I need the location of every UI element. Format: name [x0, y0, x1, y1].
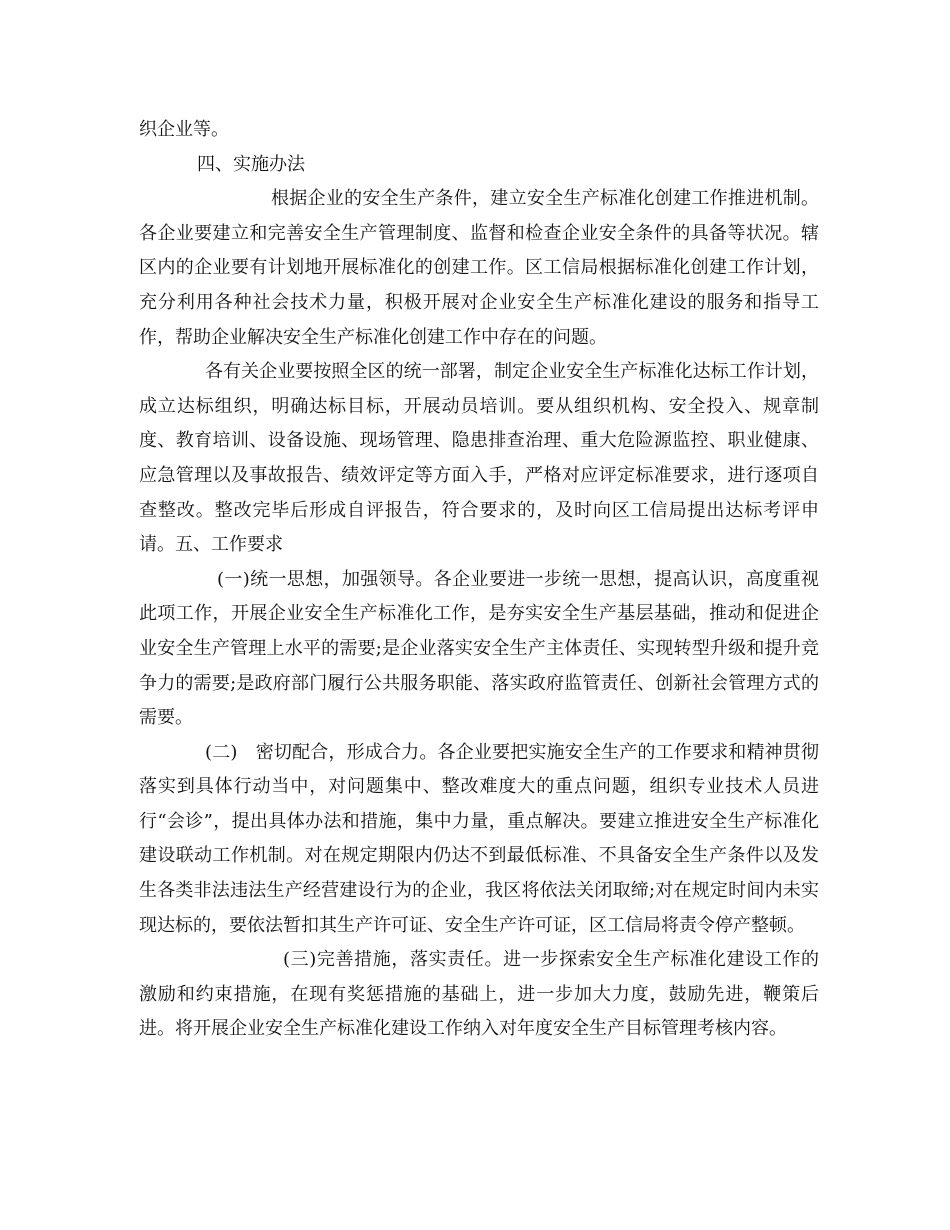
- paragraph-requirement-one: (一)统一思想，加强领导。各企业要进一步统一思想，提高认识，高度重视此项工作，开展企业安全生产标准化工作，是夯实安全生产基层基础，推动和促进企业安全生产管理上水平的需要;是企业落实安全生产主体责任、实现转型升级和提升竞争力的需要;是政府部门履行公共服务职能、落实政府监管责任、创新社会管理方式的需要。: [139, 568, 819, 729]
- paragraph-enterprise-plan: 各有关企业要按照全区的统一部署，制定企业安全生产标准化达标工作计划，成立达标组织，明确达标目标，开展动员培训。要从组织机构、安全投入、规章制度、教育培训、设备设施、现场管理、隐患排查治理、重大危险源监控、职业健康、应急管理以及事故报告、绩效评定等方面入手，严格对应评定标准要求，进行逐项自查整改。整改完毕后形成自评报告，符合要求的，及时向区工信局提出达标考评申请。五、工作要求: [139, 361, 819, 556]
- paragraph-continuation: 织企业等。: [139, 119, 229, 140]
- document-body: [139, 113, 819, 1047]
- paragraph-requirement-three: (三)完善措施，落实责任。进一步探索安全生产标准化建设工作的激励和约束措施，在现有奖惩措施的基础上，进一步加大力度，鼓励先进，鞭策后进。将开展企业安全生产标准化建设工作纳入对年度安全生产目标管理考核内容。: [139, 949, 819, 1040]
- paragraph-requirement-two: (二) 密切配合，形成合力。各企业要把实施安全生产的工作要求和精神贯彻落实到具体行动当中，对问题集中、整改难度大的重点问题，组织专业技术人员进行“会诊”，提出具体办法和措施，集中力量，重点解决。要建立推进安全生产标准化建设联动工作机制。对在规定期限内仍达不到最低标准、不具备安全生产条件以及发生各类非法违法生产经营建设行为的企业，我区将依法关闭取缔;对在规定时间内未实现达标的，要依法暂扣其生产许可证、安全生产许可证，区工信局将责令停产整顿。: [139, 741, 819, 936]
- paragraph-implementation-mechanism: 根据企业的安全生产条件，建立安全生产标准化创建工作推进机制。各企业要建立和完善安全生产管理制度、监督和检查企业安全条件的具备等状况。辖区内的企业要有计划地开展标准化的创建工作。区工信局根据标准化创建工作计划，充分利用各种社会技术力量，积极开展对企业安全生产标准化建设的服务和指导工作，帮助企业解决安全生产标准化创建工作中存在的问题。: [139, 188, 819, 348]
- section-heading-implementation: 四、实施办法: [197, 153, 305, 175]
